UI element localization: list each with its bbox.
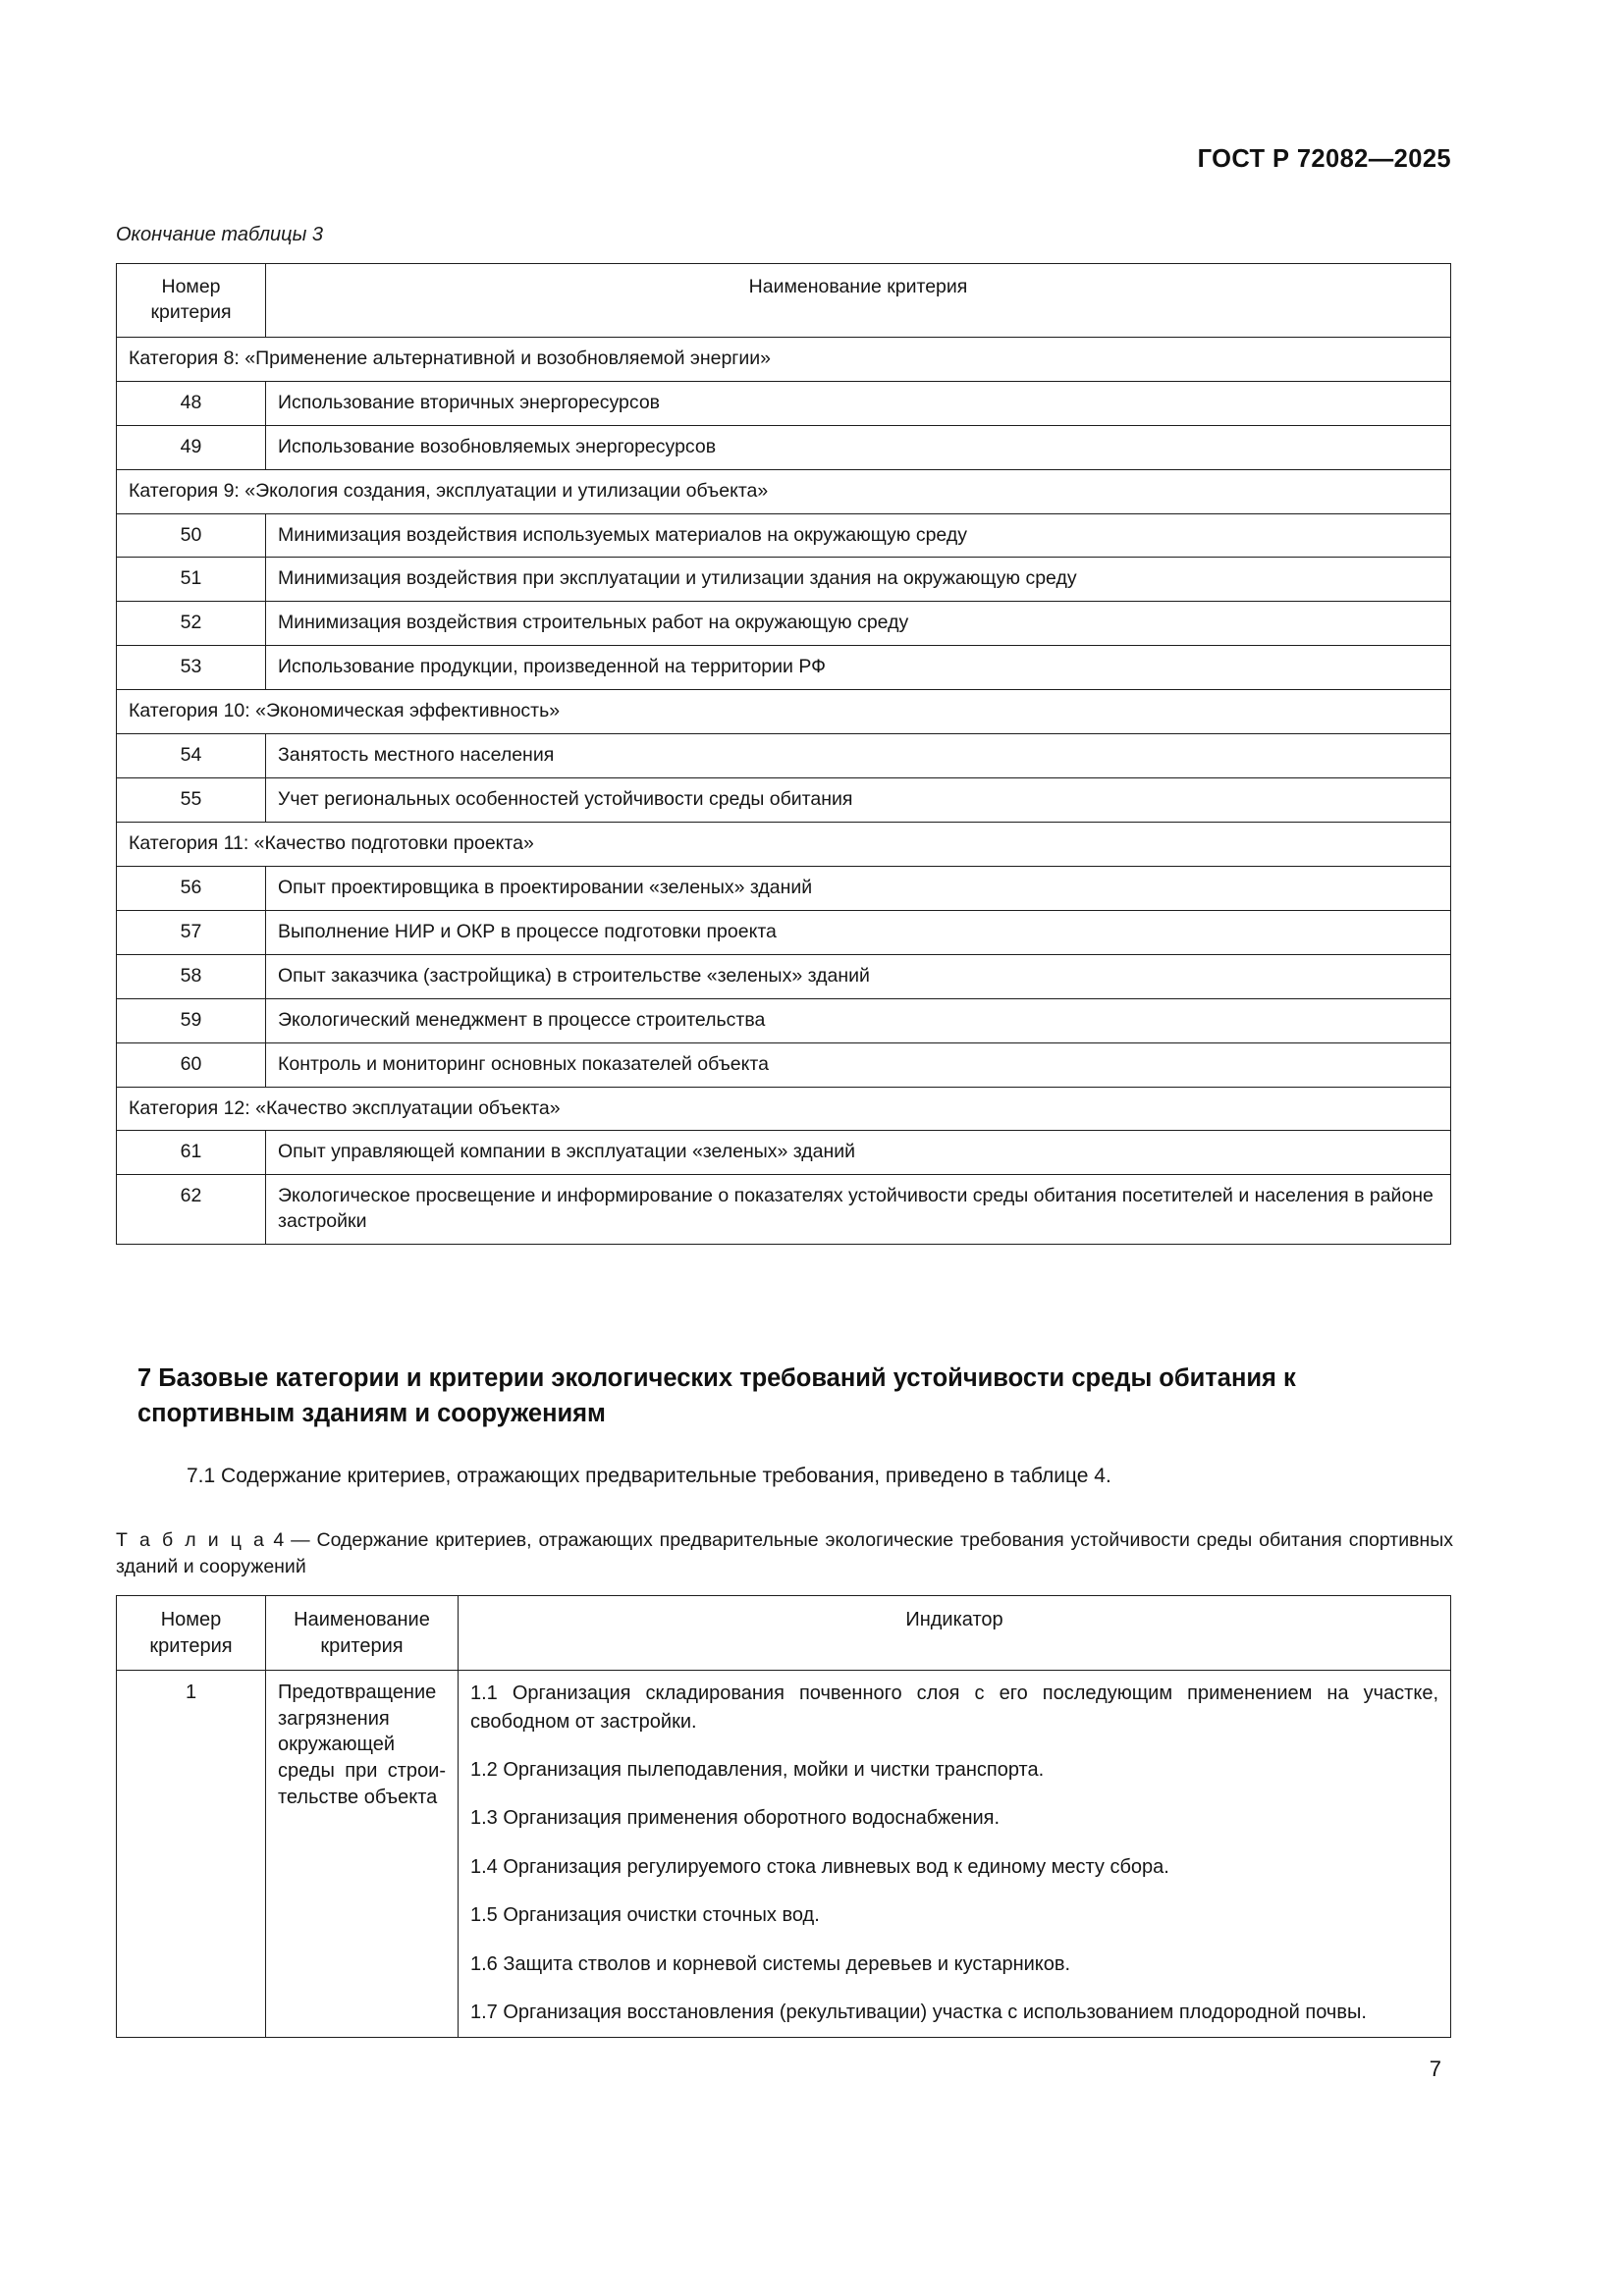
table4 (116, 1595, 1451, 2038)
table4-col-header-number: Номер критерия (117, 1596, 266, 1671)
table4-cell-indicators (459, 1671, 1451, 2038)
table3-cell-number: 58 (117, 954, 266, 998)
table3-category-label: Категория 10: «Экономическая эффективность» (117, 690, 1451, 734)
table3-cell-number: 48 (117, 381, 266, 425)
table4-caption-label: Т а б л и ц а (116, 1529, 267, 1551)
table3-cell-number: 54 (117, 734, 266, 778)
table3-col-header-number: Номер критерия (117, 264, 266, 338)
table4-indicator-item: 1.6 Защита стволов и корневой системы деревьев и кустарников. (470, 1952, 1071, 1975)
table3-cell-name: Минимизация воздействия строительных работ на окружающую среду (266, 602, 1451, 646)
table4-header-row (117, 1596, 1451, 1671)
table3-cell-name: Опыт проектировщика в проектировании «зеленых» зданий (266, 866, 1451, 910)
table4-caption (116, 1527, 1453, 1580)
table3-row (117, 1175, 1451, 1245)
table3-cell-number: 52 (117, 602, 266, 646)
table3-row (117, 954, 1451, 998)
table4-indicator-item: 1.3 Организация применения оборотного водоснабжения. (470, 1807, 1001, 1830)
table3-cell-number: 49 (117, 425, 266, 469)
table3-cell-name: Экологическое просвещение и информирование о показателях устойчивости среды обитания посетителей и населения в районе застройки (266, 1175, 1451, 1245)
table3-row (117, 910, 1451, 954)
table3-cell-number: 61 (117, 1131, 266, 1175)
table3-cell-name: Использование вторичных энергоресурсов (266, 381, 1451, 425)
table3-row (117, 1131, 1451, 1175)
paragraph-7-1: 7.1 Содержание критериев, отражающих предварительные требования, приведено в таблице 4. (187, 1465, 1111, 1487)
table4-indicator-item: 1.5 Организация очистки сточных вод. (470, 1904, 820, 1927)
table3-col-header-name: Наименование критерия (266, 264, 1451, 338)
table3-cell-name: Учет региональных особенностей устойчивости среды обитания (266, 778, 1451, 823)
table3-cell-number: 55 (117, 778, 266, 823)
table3-cell-number: 56 (117, 866, 266, 910)
table3-cell-name: Контроль и мониторинг основных показателей объекта (266, 1042, 1451, 1087)
table3-cell-name: Выполнение НИР и ОКР в процессе подготовки проекта (266, 910, 1451, 954)
table4-cell-criterion-name: Предотвращение загрязнения окружающей среды при строительстве объекта (266, 1671, 459, 2038)
table3-cell-number: 51 (117, 558, 266, 602)
table4-header (117, 1596, 1451, 1671)
table3-category-label: Категория 9: «Экология создания, эксплуатации и утилизации объекта» (117, 469, 1451, 513)
table3-header-row (117, 264, 1451, 338)
table3 (116, 263, 1451, 1245)
table3-row (117, 381, 1451, 425)
table3-container (116, 263, 1451, 1245)
table3-row (117, 602, 1451, 646)
table4-body (117, 1671, 1451, 2038)
table3-cell-name: Минимизация воздействия при эксплуатации и утилизации здания на окружающую среду (266, 558, 1451, 602)
table3-cell-name: Использование возобновляемых энергоресурсов (266, 425, 1451, 469)
table3-category-row (117, 822, 1451, 866)
table3-cell-name: Занятость местного населения (266, 734, 1451, 778)
table4-indicator-item: 1.7 Организация восстановления (рекультивации) участка с использованием плодородной почвы. (470, 2001, 1367, 2023)
table3-row (117, 866, 1451, 910)
table3-cell-name: Экологический менеджмент в процессе строительства (266, 998, 1451, 1042)
table3-category-row (117, 469, 1451, 513)
table3-header (117, 264, 1451, 338)
table3-cell-name: Опыт заказчика (застройщика) в строительстве «зеленых» зданий (266, 954, 1451, 998)
table3-cell-number: 60 (117, 1042, 266, 1087)
page-number: 7 (1429, 2056, 1441, 2081)
table4-col-header-indicator: Индикатор (459, 1596, 1451, 1671)
table4-caption-text: — Содержание критериев, отражающих предварительные экологические требования устойчивости среды обитания спортивных зданий и сооружений (116, 1529, 1453, 1577)
running-header-standard-number: ГОСТ Р 72082—2025 (1197, 145, 1451, 173)
table4-container (116, 1595, 1451, 2038)
table3-row (117, 998, 1451, 1042)
page-section-heading-7: 7 Базовые категории и критерии экологических требований устойчивости среды обитания к спортивным зданиям и сооружениям (137, 1364, 1296, 1428)
table4-indicator-item: 1.2 Организация пылеподавления, мойки и чистки транспорта. (470, 1758, 1045, 1781)
table3-row (117, 425, 1451, 469)
table4-cell-number: 1 (117, 1671, 266, 2038)
table4-caption-number: 4 (273, 1529, 285, 1551)
table3-cell-name: Использование продукции, произведенной на территории РФ (266, 646, 1451, 690)
table3-cell-number: 62 (117, 1175, 266, 1245)
table4-indicator-item: 1.4 Организация регулируемого стока ливневых вод к единому месту сбора. (470, 1855, 1169, 1878)
table3-cell-name: Опыт управляющей компании в эксплуатации «зеленых» зданий (266, 1131, 1451, 1175)
table3-category-row (117, 690, 1451, 734)
table3-row (117, 734, 1451, 778)
table3-row (117, 558, 1451, 602)
table3-category-row (117, 337, 1451, 381)
table3-continuation-caption: Окончание таблицы 3 (116, 224, 324, 245)
table3-category-label: Категория 12: «Качество эксплуатации объекта» (117, 1087, 1451, 1131)
table3-cell-number: 50 (117, 513, 266, 558)
table3-cell-name: Минимизация воздействия используемых материалов на окружающую среду (266, 513, 1451, 558)
table3-row (117, 778, 1451, 823)
table3-row (117, 1042, 1451, 1087)
table3-cell-number: 53 (117, 646, 266, 690)
table4-col-header-name: Наименование критерия (266, 1596, 459, 1671)
table3-row (117, 513, 1451, 558)
table3-cell-number: 59 (117, 998, 266, 1042)
table3-category-row (117, 1087, 1451, 1131)
table4-indicator-item: 1.1 Организация складирования почвенного слоя с его последующим применением на участке, свободном от застройки. (470, 1682, 1438, 1733)
table3-row (117, 646, 1451, 690)
table4-row (117, 1671, 1451, 2038)
table3-body (117, 337, 1451, 1244)
table3-category-label: Категория 8: «Применение альтернативной и возобновляемой энергии» (117, 337, 1451, 381)
table3-cell-number: 57 (117, 910, 266, 954)
table3-category-label: Категория 11: «Качество подготовки проекта» (117, 822, 1451, 866)
